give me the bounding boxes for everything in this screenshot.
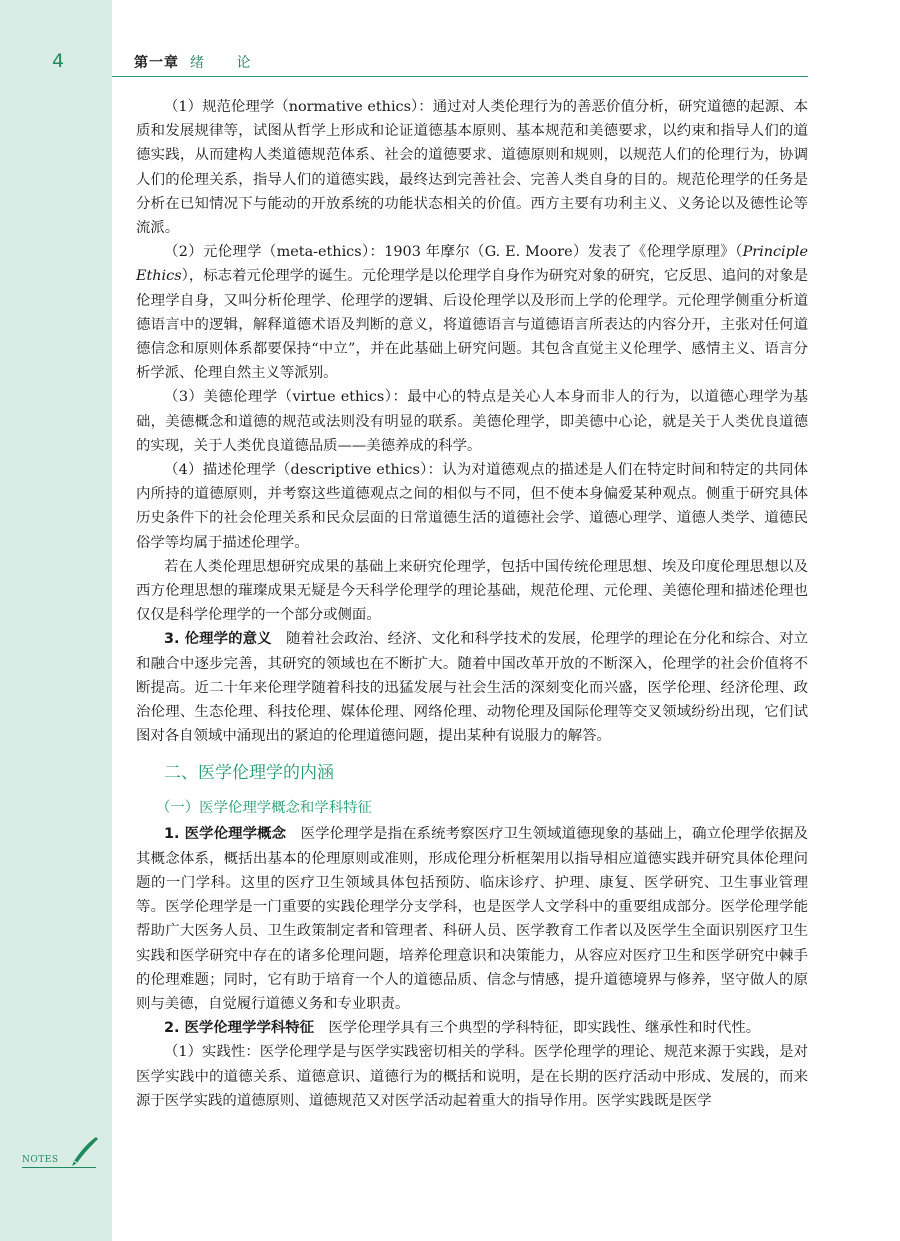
features-text: 医学伦理学具有三个典型的学科特征，即实践性、继承性和时代性。: [314, 1020, 761, 1037]
concept-heading: 1. 医学伦理学概念: [164, 826, 287, 843]
paragraph-meta-ethics: [136, 240, 808, 385]
notes-label: NOTES: [22, 1155, 59, 1165]
significance-text: 随着社会政治、经济、文化和科学技术的发展，伦理学的理论在分化和综合、对立和融合中逐步完善，其研究的领域也在不断扩大。随着中国改革开放的不断深入，伦理学的社会价值将不断提高。近二十年来伦理学随着科技的迅猛发展与社会生活的深刻变化而兴盛，医学伦理、经济伦理、政治伦理、生态伦理、科技伦理、媒体伦理、网络伦理、动物伦理及国际伦理等交叉领域纷纷出现，它们试图对各自领域中涌现出的紧迫的伦理道德问题，提出某种有说服力的解答。: [136, 631, 808, 745]
paragraph-descriptive: （4）描述伦理学（descriptive ethics）：认为对道德观点的描述是人们在特定时间和特定的共同体内所持的道德原则，并考察这些道德观点之间的相似与不同，但不使本身偏爱某种观点。侧重于研究具体历史条件下的社会伦理关系和民众层面的日常道德生活的道德社会学、道德心理学、道德人类学、道德民俗学等均属于描述伦理学。: [136, 462, 808, 551]
body-text: [136, 95, 808, 1113]
paragraph-virtue: （3）美德伦理学（virtue ethics）：最中心的特点是关心人本身而非人的行为，以道德心理学为基础，美德概念和道德的规范或法则没有明显的联系。美德伦理学，即美德中心论，就是关于人类优良道德的实现，关于人类优良道德品质——美德养成的科学。: [136, 389, 808, 454]
meta-suffix: ），标志着元伦理学的诞生。元伦理学是以伦理学自身作为研究对象的研究，它反思、追问的对象是伦理学自身，又叫分析伦理学、伦理学的逻辑、后设伦理学以及形而上学的伦理学。元伦理学侧重分析道德语言中的逻辑，解释道德术语及判断的意义，将道德语言与道德语言所表达的内容分开，主张对任何道德信念和原则体系都要保持“中立”，并在此基础上研究问题。其包含直觉主义伦理学、感情主义、语言分析学派、伦理自然主义等派别。: [136, 268, 808, 382]
section-title: 二、医学伦理学的内涵: [164, 763, 334, 784]
header-rule: [112, 76, 808, 77]
features-heading: 2. 医学伦理学学科特征: [164, 1020, 315, 1037]
paragraph-concept: [136, 822, 808, 1016]
page-number: 4: [52, 50, 65, 72]
paragraph-normative: （1）规范伦理学（normative ethics）：通过对人类伦理行为的善恶价值分析，研究道德的起源、本质和发展规律等，试图从哲学上形成和论证道德基本原则、基本规范和美德要求，以约束和指导人们的道德实践，从而建构人类道德规范体系、社会的道德要求、道德原则和规则，以规范人们的伦理行为，协调人们的伦理关系，指导人们的道德实践，最终达到完善社会、完善人类自身的目的。规范伦理学的任务是分析在已知情况下与能动的开放系统的功能状态相关的价值。西方主要有功利主义、义务论以及德性论等流派。: [136, 99, 808, 237]
significance-heading: 3. 伦理学的意义: [164, 631, 272, 648]
concept-text: 医学伦理学是指在系统考察医疗卫生领域道德现象的基础上，确立伦理学依据及其概念体系，概括出基本的伦理原则或准则，形成伦理分析框架用以指导相应道德实践并研究具体伦理问题的一门学科。这里的医疗卫生领域具体包括预防、临床诊疗、护理、康复、医学研究、卫生事业管理等。医学伦理学是一门重要的实践伦理学分支学科，也是医学人文学科中的重要组成部分。医学伦理学能帮助广大医务人员、卫生政策制定者和管理者、科研人员、医学教育工作者以及医学生全面识别医疗卫生实践和医学研究中存在的诸多伦理问题，培养伦理意识和决策能力，从容应对医疗卫生和医学研究中棘手的伦理难题；同时，它有助于培育一个人的道德品质、信念与情感，提升道德境界与修养，坚守做人的原则与美德，自觉履行道德义务和专业职责。: [136, 826, 808, 1012]
running-header: [112, 48, 808, 78]
side-margin: [0, 0, 112, 1241]
subsection-title: （一）医学伦理学概念和学科特征: [156, 800, 372, 817]
pen-icon: [62, 1135, 100, 1169]
paragraph-practice: （1）实践性：医学伦理学是与医学实践密切相关的学科。医学伦理学的理论、规范来源于实践，是对医学实践中的道德关系、道德意识、道德行为的概括和说明，是在长期的医疗活动中形成、发展的，而来源于医学实践的道德原则、道德规范又对医学活动起着重大的指导作用。医学实践既是医学: [136, 1044, 808, 1109]
paragraph-features: [136, 1016, 808, 1040]
chapter-label: 第一章: [134, 55, 179, 71]
meta-prefix: （2）元伦理学（meta-ethics）：1903 年摩尔（G. E. Moore）发表了《伦理学原理》（: [164, 244, 743, 261]
meta-italic-title: Principle Ethics: [136, 244, 808, 285]
notes-marker: [22, 1135, 102, 1175]
chapter-title: 绪 论: [190, 55, 265, 71]
paragraph-summary: 若在人类伦理思想研究成果的基础上来研究伦理学，包括中国传统伦理思想、埃及印度伦理思想以及西方伦理思想的璀璨成果无疑是今天科学伦理学的理论基础，规范伦理、元伦理、美德伦理和描述伦理也仅仅是科学伦理学的一个部分或侧面。: [136, 558, 808, 624]
paragraph-significance: [136, 627, 808, 748]
